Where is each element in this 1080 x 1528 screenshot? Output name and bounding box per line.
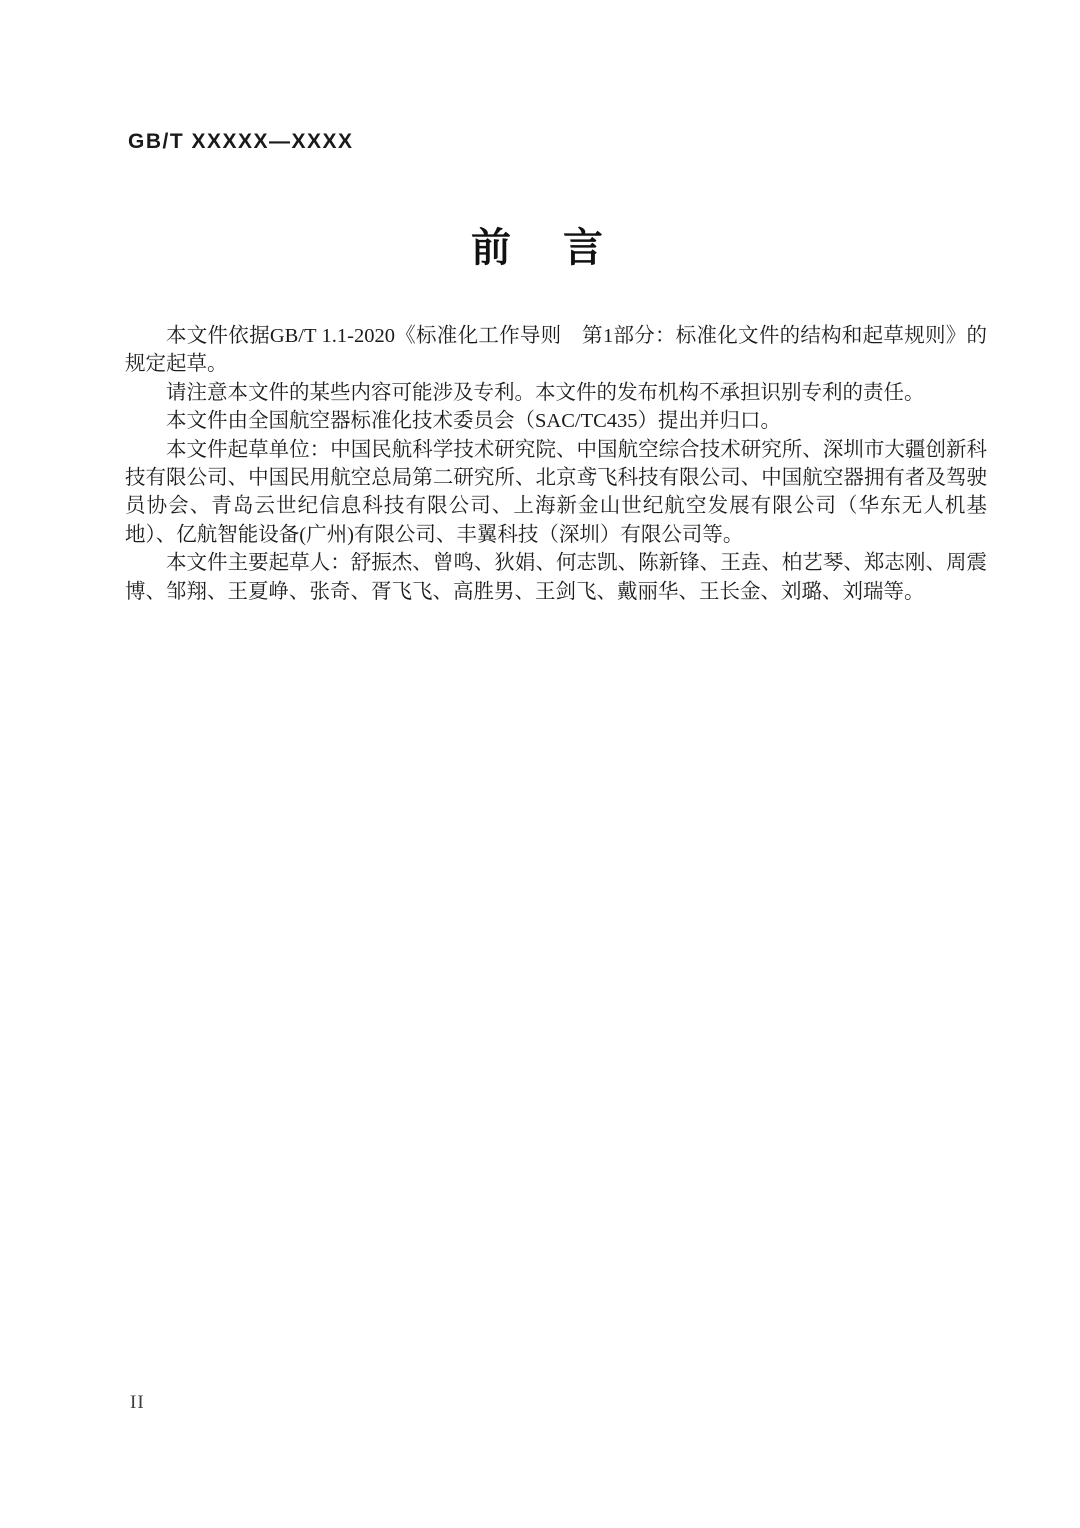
foreword-paragraph-drafters: 本文件主要起草人：舒振杰、曾鸣、狄娟、何志凯、陈新锋、王垚、柏艺琴、郑志刚、周震博、邹翔、王夏峥、张奇、胥飞飞、高胜男、王剑飞、戴丽华、王长金、刘璐、刘瑞等。 bbox=[125, 552, 987, 603]
document-code: GB/T XXXXX—XXXX bbox=[128, 130, 354, 153]
page-number: II bbox=[130, 1392, 145, 1413]
foreword-paragraph-drafting-organizations: 本文件起草单位：中国民航科学技术研究院、中国航空综合技术研究所、深圳市大疆创新科技有限公司、中国民用航空总局第二研究所、北京鸢飞科技有限公司、中国航空器拥有者及驾驶员协会、青岛云世纪信息科技有限公司、上海新金山世纪航空发展有限公司（华东无人机基地）、亿航智能设备(广州)有限公司、丰翼科技（深圳）有限公司等。 bbox=[125, 438, 987, 546]
foreword-paragraph-basis: 本文件依据GB/T 1.1-2020《标准化工作导则 第1部分：标准化文件的结构和起草规则》的规定起草。 bbox=[125, 325, 987, 376]
foreword-body bbox=[125, 322, 987, 606]
foreword-paragraph-patent-notice: 请注意本文件的某些内容可能涉及专利。本文件的发布机构不承担识别专利的责任。 bbox=[166, 381, 925, 404]
foreword-paragraph-committee: 本文件由全国航空器标准化技术委员会（SAC/TC435）提出并归口。 bbox=[166, 410, 782, 433]
page-title: 前 言 bbox=[471, 226, 609, 270]
